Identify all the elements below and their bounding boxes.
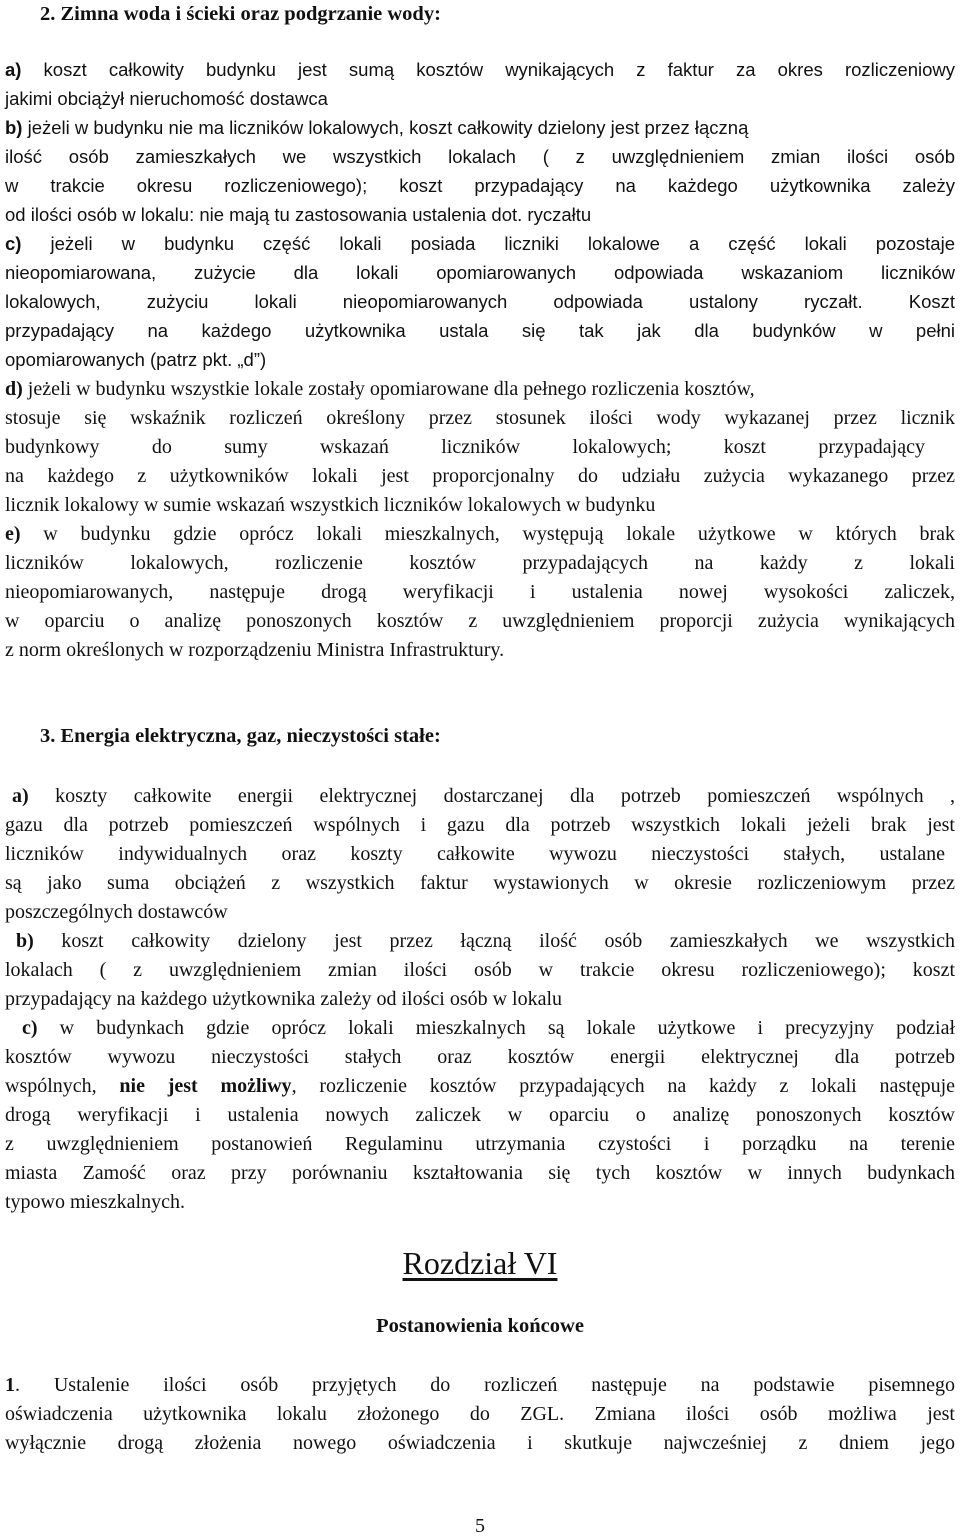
s2-c-line-1: c) jeżeli w budynku część lokali posiada liczniki lokalowe a część lokali pozostaje bbox=[5, 233, 955, 254]
final-p1-label: 1 bbox=[5, 1374, 15, 1396]
s2-c-line-2: nieopomiarowana, zużycie dla lokali opomiarowanych odpowiada wskazaniom liczników bbox=[5, 262, 955, 283]
s2-b-line-4: od ilości osób w lokalu: nie mają tu zastosowania ustalenia dot. ryczałtu bbox=[5, 204, 592, 225]
s2-c-line-5: opomiarowanych (patrz pkt. „d”) bbox=[5, 349, 267, 370]
final-p1-line-1: 1. Ustalenie ilości osób przyjętych do rozliczeń następuje na podstawie pisemnego bbox=[5, 1374, 955, 1396]
s2-e-line-3: nieopomiarowanych, następuje drogą weryfikacji i ustalenia nowej wysokości zaliczek, bbox=[5, 581, 955, 603]
s2-b-line-1: b) jeżeli w budynku nie ma liczników lokalowych, koszt całkowity dzielony jest przez łączną bbox=[5, 117, 749, 138]
s3-a-label: a) bbox=[12, 785, 29, 807]
s2-d-line-4: na każdego z użytkowników lokali jest proporcjonalny do udziału zużycia wykazanego przez bbox=[5, 465, 955, 487]
s2-e-line-5: z norm określonych w rozporządzeniu Ministra Infrastruktury. bbox=[5, 639, 505, 661]
s3-a-line-3: liczników indywidualnych oraz koszty całkowite wywozu nieczystości stałych, ustalane bbox=[5, 843, 945, 865]
s3-a-line-4: są jako suma obciążeń z wszystkich faktur wystawionych w okresie rozliczeniowym przez bbox=[5, 872, 955, 894]
s2-e-line-1: e) w budynku gdzie oprócz lokali mieszkalnych, występują lokale użytkowe w których brak bbox=[5, 523, 955, 545]
s3-b-line-3: przypadający na każdego użytkownika zależy od ilości osób w lokalu bbox=[5, 988, 563, 1010]
s2-c-line-3: lokalowych, zużyciu lokali nieopomiarowanych odpowiada ustalony ryczałt. Koszt bbox=[5, 291, 955, 312]
s3-c-line-6: miasta Zamość oraz przy porównaniu kształtowania się tych kosztów w innych budynkach bbox=[5, 1162, 955, 1184]
s2-c-line-4: przypadający na każdego użytkownika ustala się tak jak dla budynków w pełni bbox=[5, 320, 955, 341]
s2-c-label: c) bbox=[5, 233, 22, 254]
s2-a-line-2: jakimi obciążył nieruchomość dostawca bbox=[5, 88, 328, 109]
s2-d-line-5: licznik lokalowy w sumie wskazań wszystkich liczników lokalowych w budynku bbox=[5, 494, 656, 516]
section-3-heading: 3. Energia elektryczna, gaz, nieczystości stałe: bbox=[40, 725, 441, 747]
s3-c-line-5: z uwzględnieniem postanowień Regulaminu utrzymania czystości i porządku na terenie bbox=[5, 1133, 955, 1155]
s2-d-line-1: d) jeżeli w budynku wszystkie lokale zostały opomiarowane dla pełnego rozliczenia kosztów, bbox=[5, 378, 755, 400]
s3-b-line-2: lokalach ( z uwzględnieniem zmian ilości osób w trakcie okresu rozliczeniowego); koszt bbox=[5, 959, 955, 981]
chapter-subtitle: Postanowienia końcowe bbox=[376, 1315, 584, 1337]
not-possible-emphasis: nie jest możliwy bbox=[119, 1075, 292, 1097]
s3-b-label: b) bbox=[16, 930, 34, 952]
s2-d-line-3: budynkowy do sumy wskazań liczników lokalowych; koszt przypadający bbox=[5, 436, 925, 458]
s2-b-label: b) bbox=[5, 117, 23, 138]
s2-d-label: d) bbox=[5, 378, 23, 400]
s3-c-line-7: typowo mieszkalnych. bbox=[5, 1191, 185, 1213]
s3-a-line-2: gazu dla potrzeb pomieszczeń wspólnych i gazu dla potrzeb wszystkich lokali jeżeli brak jest bbox=[5, 814, 955, 836]
s2-e-label: e) bbox=[5, 523, 21, 545]
s3-a-line-5: poszczególnych dostawców bbox=[5, 901, 228, 923]
s3-c-line-3: wspólnych, nie jest możliwy, rozliczenie kosztów przypadających na każdy z lokali następuje bbox=[5, 1075, 955, 1097]
s3-c-line-2: kosztów wywozu nieczystości stałych oraz kosztów energii elektrycznej dla potrzeb bbox=[5, 1046, 955, 1068]
s3-c-label: c) bbox=[22, 1017, 38, 1039]
s2-b-line-3: w trakcie okresu rozliczeniowego); koszt przypadający na każdego użytkownika zależy bbox=[5, 175, 955, 196]
s3-c-line-1: c) w budynkach gdzie oprócz lokali mieszkalnych są lokale użytkowe i precyzyjny podział bbox=[22, 1017, 955, 1039]
s2-e-line-4: w oparciu o analizę ponoszonych kosztów z uwzględnieniem proporcji zużycia wynikających bbox=[5, 610, 955, 632]
s3-a-line-1: a) koszty całkowite energii elektrycznej dostarczanej dla potrzeb pomieszczeń wspólnych , bbox=[12, 785, 955, 807]
s2-e-line-2: liczników lokalowych, rozliczenie kosztów przypadających na każdy z lokali bbox=[5, 552, 955, 574]
chapter-title: Rozdział VI bbox=[402, 1245, 558, 1281]
final-p1-line-3: wyłącznie drogą złożenia nowego oświadczenia i skutkuje najwcześniej z dniem jego bbox=[5, 1432, 955, 1454]
s3-c-line-4: drogą weryfikacji i ustalenia nowych zaliczek w oparciu o analizę ponoszonych kosztów bbox=[5, 1104, 955, 1126]
section-2-heading: 2. Zimna woda i ścieki oraz podgrzanie wody: bbox=[40, 3, 441, 25]
s2-b-line-2: ilość osób zamieszkałych we wszystkich lokalach ( z uwzględnieniem zmian ilości osób bbox=[5, 146, 955, 167]
s2-d-line-2: stosuje się wskaźnik rozliczeń określony przez stosunek ilości wody wykazanej przez licznik bbox=[5, 407, 955, 429]
s3-b-line-1: b) koszt całkowity dzielony jest przez łączną ilość osób zamieszkałych we wszystkich bbox=[16, 930, 955, 952]
page-number: 5 bbox=[475, 1515, 485, 1537]
s2-a-line-1: a) koszt całkowity budynku jest sumą kosztów wynikających z faktur za okres rozliczeniowy bbox=[5, 59, 955, 80]
s2-a-label: a) bbox=[5, 59, 22, 80]
final-p1-line-2: oświadczenia użytkownika lokalu złożonego do ZGL. Zmiana ilości osób możliwa jest bbox=[5, 1403, 955, 1425]
